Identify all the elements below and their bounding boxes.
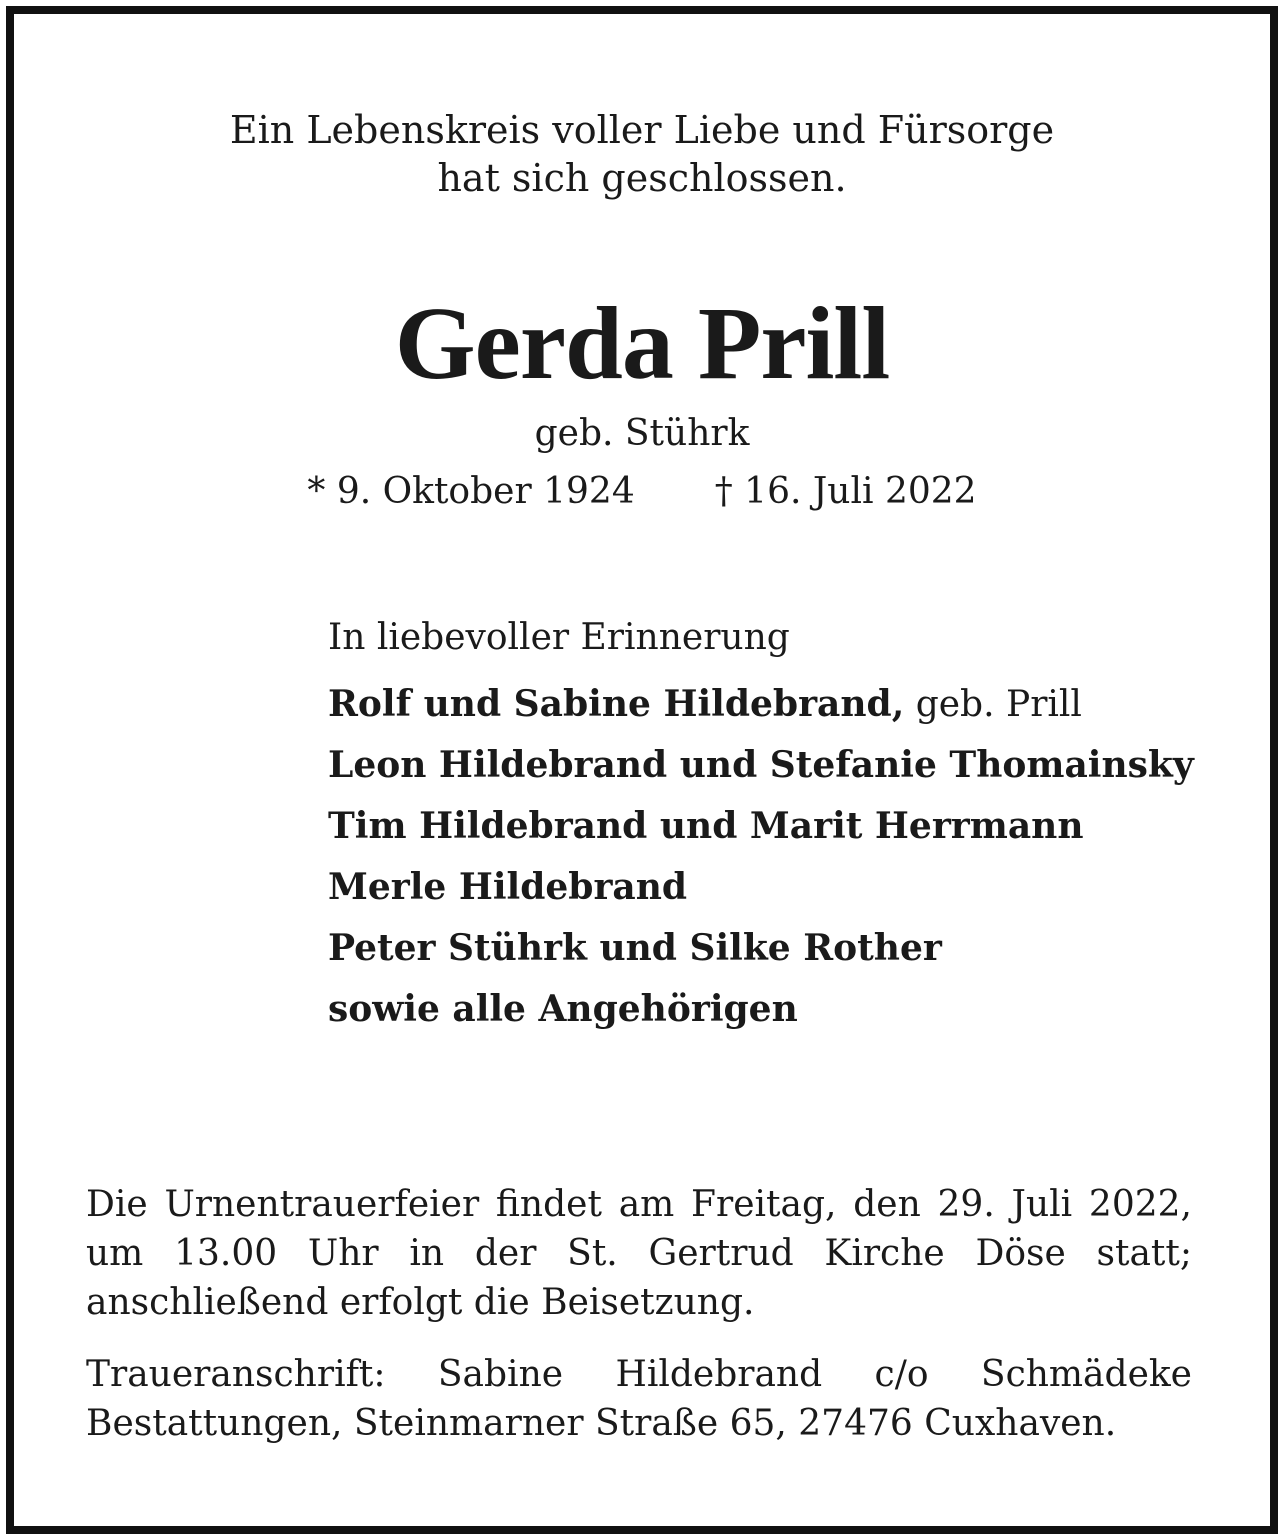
mourner-name: Rolf und Sabine Hildebrand, (328, 683, 905, 725)
motto-line-2: hat sich geschlossen. (437, 156, 847, 200)
life-dates (14, 470, 1270, 514)
mourners-list (328, 616, 1194, 1048)
mourner-row (328, 926, 1194, 987)
mourner-name: sowie alle Angehörigen (328, 988, 798, 1030)
mourner-name: Peter Stührk und Silke Rother (328, 927, 942, 969)
mourner-row (328, 865, 1194, 926)
death-date: † 16. Juli 2022 (714, 471, 977, 512)
service-info: Die Urnentrauerfeier findet am Freitag, den 29. Juli 2022, um 13.00 Uhr in der St. Gertrud Kirche Döse statt; anschließend erfolgt die Beisetzung. (86, 1184, 1192, 1323)
mourner-row (328, 987, 1194, 1048)
mourners-intro: In liebevoller Erinnerung (328, 617, 790, 658)
deceased-name: Gerda Prill (394, 286, 890, 401)
obituary-notice (6, 6, 1278, 1534)
mourner-row (328, 682, 1194, 743)
maiden-name: geb. Stührk (534, 413, 750, 454)
mourner-name: Tim Hildebrand und Marit Herrmann (328, 805, 1084, 847)
mourner-row (328, 743, 1194, 804)
motto-line-1: Ein Lebenskreis voller Liebe und Fürsorge (229, 108, 1055, 152)
motto (14, 106, 1270, 202)
mourner-name: Leon Hildebrand und Stefanie Thomainsky (328, 744, 1194, 786)
birth-date: * 9. Oktober 1924 (307, 471, 635, 512)
mourner-name: Merle Hildebrand (328, 866, 688, 908)
mourner-row (328, 804, 1194, 865)
mourner-note: geb. Prill (904, 684, 1082, 725)
mourning-address: Traueranschrift: Sabine Hildebrand c/o Schmädeke Bestattungen, Steinmarner Straße 65, 27476 Cuxhaven. (86, 1354, 1192, 1444)
